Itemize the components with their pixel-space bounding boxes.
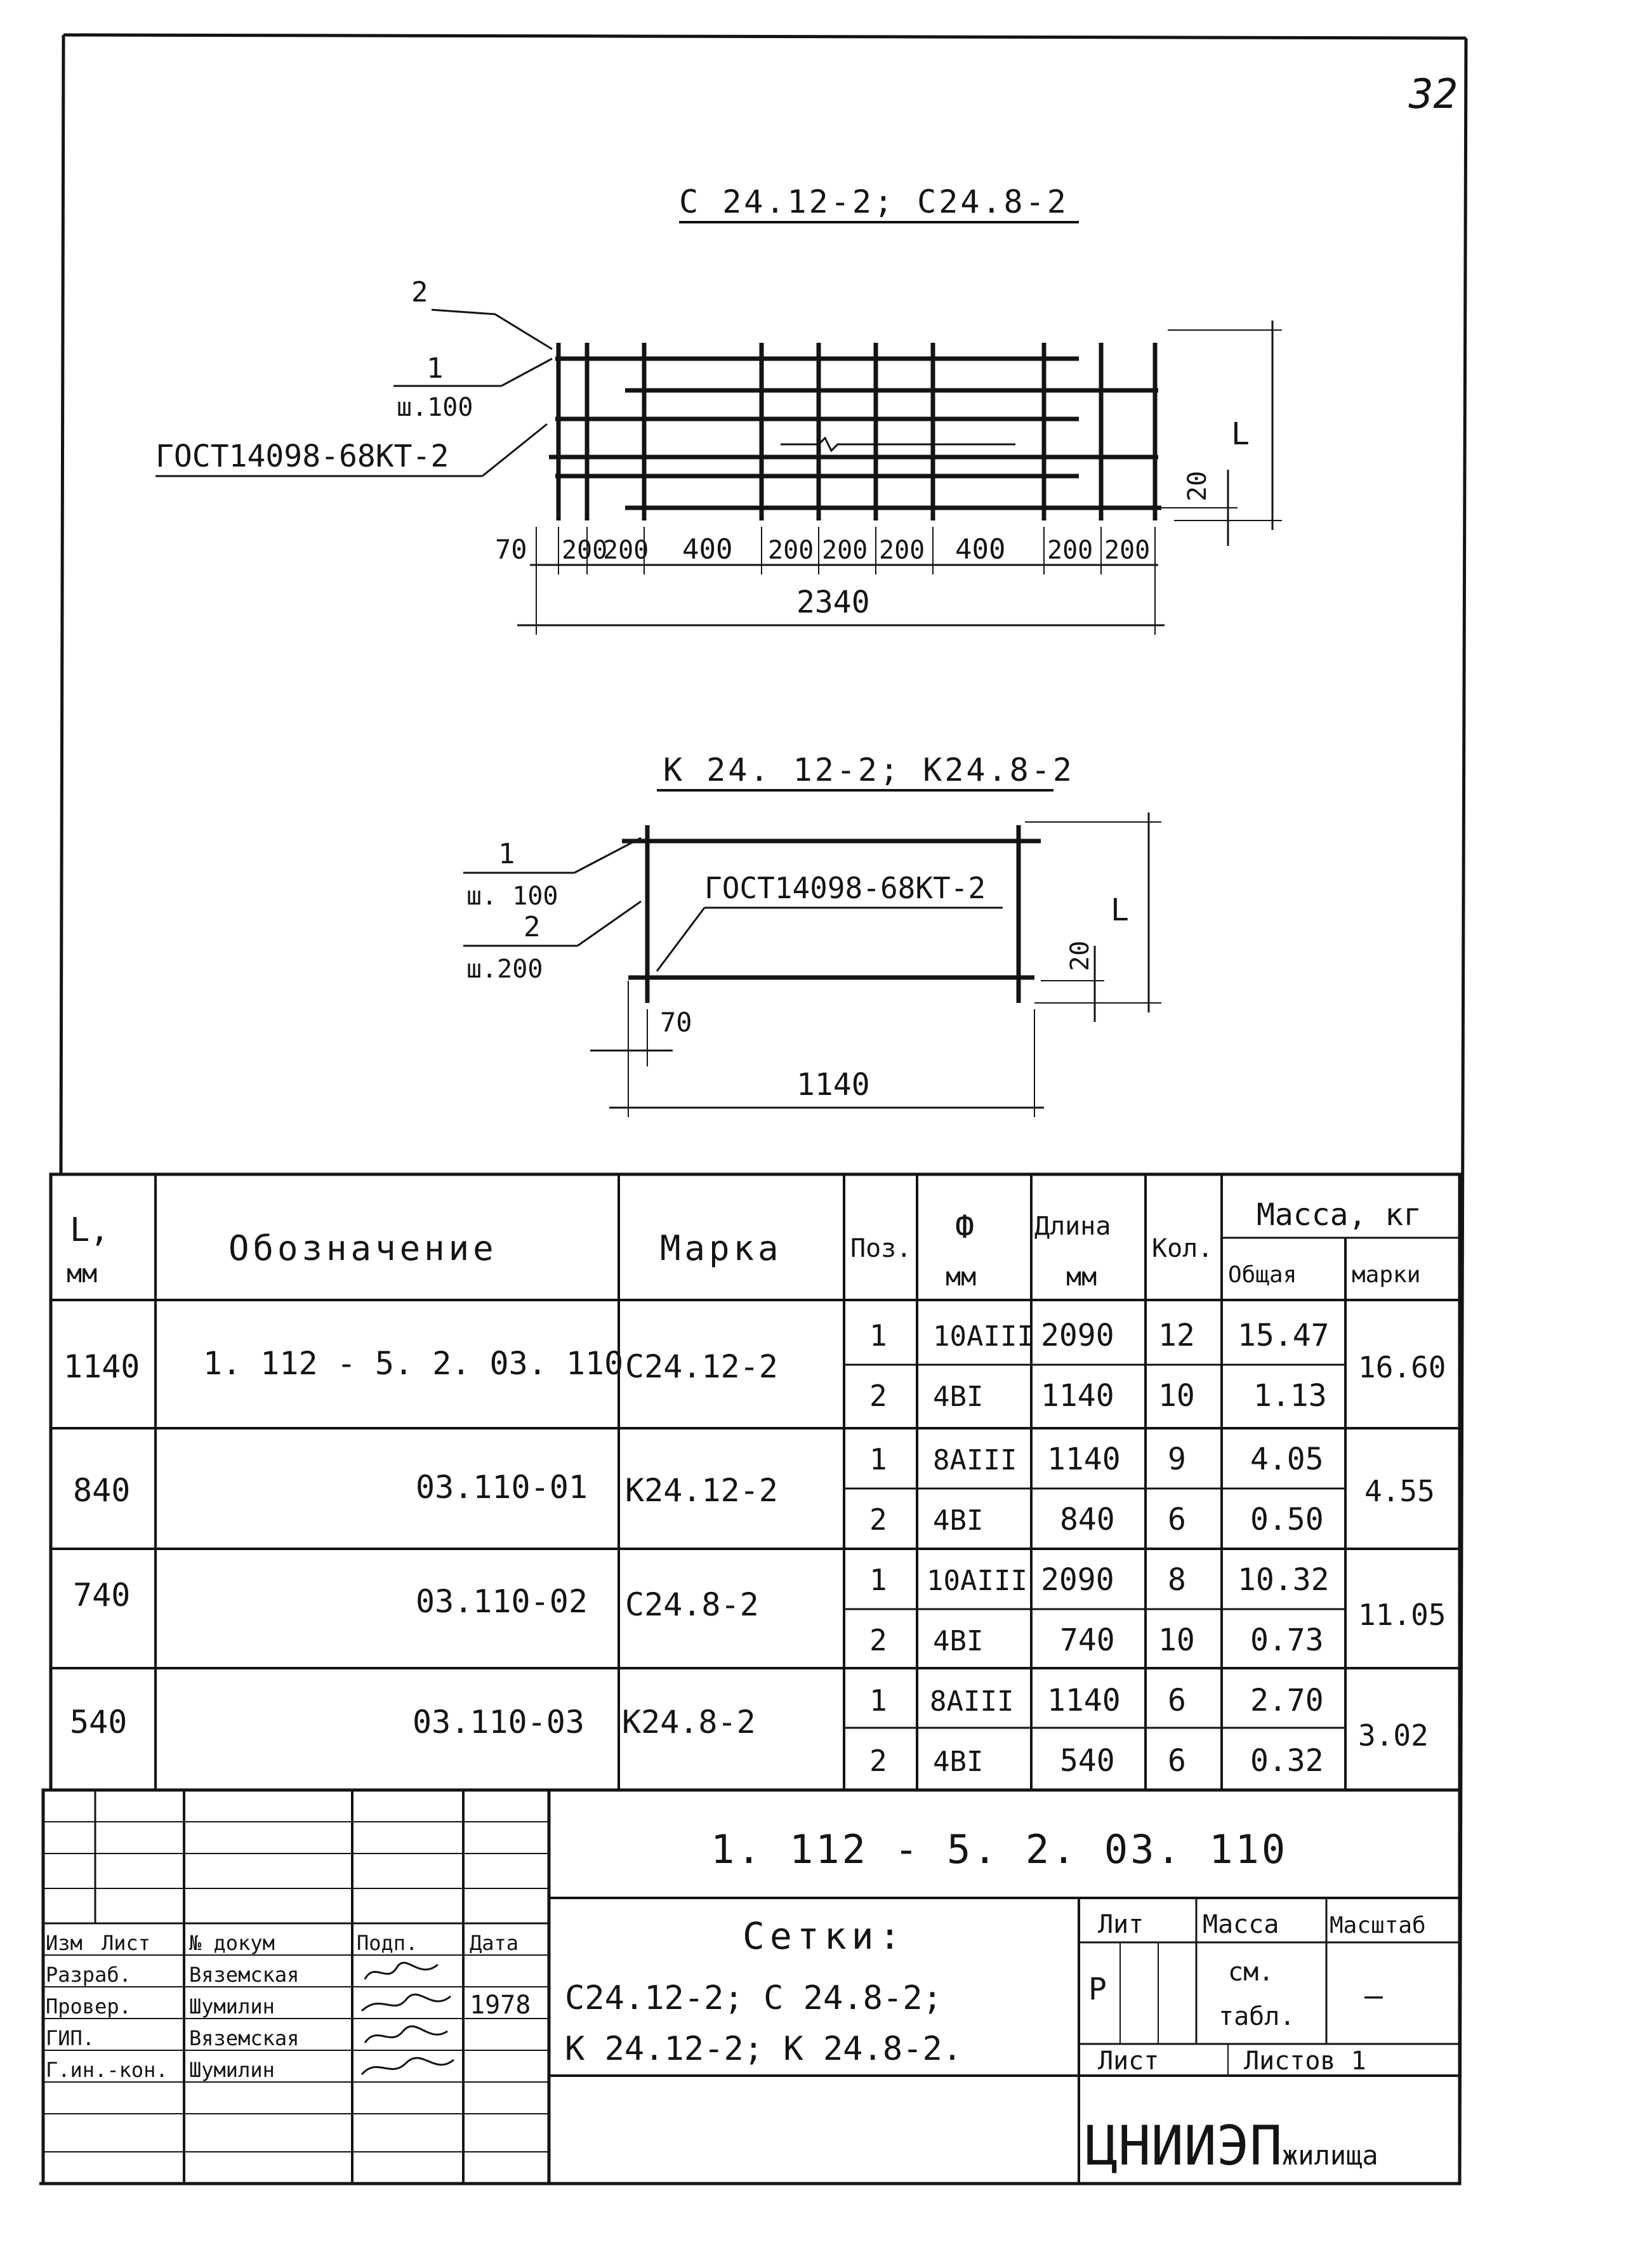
- header-mass-total: Общая: [1228, 1262, 1297, 1288]
- drawing2-dim-20: 20: [1066, 940, 1095, 971]
- row1-dia1: 10АIII: [933, 1320, 1034, 1353]
- drawing1-leader-1: [501, 359, 552, 386]
- drawing1-break-line: [781, 438, 1015, 451]
- col-header-list: Лист: [102, 1931, 151, 1955]
- row4-mass2: 0.32: [1250, 1743, 1324, 1779]
- col-header-sign: Подп.: [357, 1931, 418, 1955]
- row1-pos1: 1: [869, 1318, 887, 1353]
- date-1: 1978: [470, 1991, 531, 2020]
- row2-pos2: 2: [869, 1502, 887, 1537]
- personnel-row: [46, 1963, 438, 1987]
- drawing2-leader-gost: [657, 908, 704, 971]
- drawing1-spacing-2: 200: [603, 536, 649, 565]
- drawing1-spacing-6: 200: [879, 536, 925, 565]
- drawing1-title: С 24.12-2; С24.8-2: [679, 183, 1069, 220]
- signature-3: [362, 2058, 454, 2074]
- name-3: Шумилин: [189, 2058, 275, 2082]
- row3-length2: 740: [1060, 1622, 1115, 1658]
- row1-qty1: 12: [1158, 1318, 1195, 1353]
- personnel-row: [46, 2058, 454, 2082]
- row2-qty1: 9: [1168, 1442, 1186, 1477]
- name-1: Шумилин: [189, 1994, 275, 2019]
- table-row: [70, 1683, 1429, 1779]
- row4-designation: 03.110-03: [413, 1704, 584, 1741]
- drawing2-title: К 24. 12-2; К24.8-2: [663, 752, 1074, 788]
- scale-value: —: [1364, 1978, 1383, 2013]
- doc-code: 1. 112 - 5. 2. 03. 110: [711, 1826, 1288, 1873]
- doc-name-line2: К 24.12-2; К 24.8-2.: [565, 2030, 963, 2068]
- org-main: ЦНИИЭП: [1085, 2114, 1283, 2178]
- header-L-unit: мм: [67, 1259, 98, 1289]
- drawing1-dim-20: 20: [1183, 470, 1212, 501]
- drawing2-bars: [622, 825, 1041, 1003]
- drawing1-spacing-9: 200: [1104, 536, 1151, 565]
- row1-mass2: 1.13: [1253, 1378, 1327, 1414]
- header-mass: Масса, кг: [1257, 1197, 1422, 1233]
- row4-length2: 540: [1060, 1743, 1115, 1779]
- row4-pos1: 1: [869, 1683, 887, 1718]
- drawing2-dim-L: L: [1111, 892, 1129, 928]
- row3-length1: 2090: [1041, 1562, 1114, 1598]
- row3-L: 740: [73, 1577, 131, 1614]
- sheets-label: Листов 1: [1244, 2046, 1366, 2076]
- drawing1-callout-pitch: ш.100: [397, 393, 473, 422]
- row2-qty2: 6: [1168, 1502, 1186, 1537]
- row2-designation: 03.110-01: [416, 1469, 588, 1506]
- signature-1: [362, 1994, 451, 2011]
- role-1: Провер.: [46, 1994, 131, 2019]
- row4-qty2: 6: [1168, 1743, 1186, 1779]
- lit-value: Р: [1088, 1972, 1107, 2007]
- name-0: Вяземская: [189, 1963, 300, 1987]
- drawing1-spacing-7: 400: [955, 533, 1006, 566]
- row1-length2: 1140: [1041, 1378, 1114, 1414]
- header-length: Длина: [1034, 1212, 1111, 1241]
- drawing2-callout-2: 2: [524, 911, 541, 943]
- row2-dia2: 4ВI: [933, 1504, 984, 1537]
- row3-pos2: 2: [869, 1623, 887, 1657]
- drawing1-spacing-8: 200: [1047, 536, 1093, 565]
- drawing1-spacing-4: 200: [768, 536, 814, 565]
- row4-mass-mark: 3.02: [1358, 1718, 1429, 1753]
- drawing1-callout-gost: ГОСТ14098-68КТ-2: [155, 439, 449, 474]
- personnel-header: [46, 1931, 518, 1955]
- drawing1-horizontal-bars: [549, 359, 1161, 508]
- header-dia-unit: мм: [946, 1263, 977, 1292]
- drawing-1: [155, 183, 1282, 635]
- drawing2-leader-2: [578, 901, 641, 946]
- drawing2-callout-1: 1: [498, 838, 515, 870]
- mass-value-1: см.: [1228, 1958, 1274, 1987]
- row4-mark: К24.8-2: [622, 1704, 756, 1741]
- row1-mass1: 15.47: [1238, 1318, 1330, 1353]
- row2-length1: 1140: [1047, 1442, 1121, 1477]
- row4-qty1: 6: [1168, 1683, 1186, 1718]
- row3-mark: С24.8-2: [625, 1586, 759, 1623]
- drawing1-spacing-1: 200: [562, 536, 608, 565]
- row4-length1: 1140: [1047, 1683, 1121, 1718]
- row1-L: 1140: [63, 1348, 140, 1385]
- row1-dia2: 4ВI: [933, 1381, 984, 1413]
- role-2: ГИП.: [46, 2026, 95, 2050]
- sheet-label: Лист: [1098, 2046, 1159, 2076]
- drawing1-callout-1: 1: [426, 352, 444, 385]
- spec-table: [51, 1174, 1460, 1790]
- drawing1-spacing-5: 200: [822, 536, 868, 565]
- row1-pos2: 2: [869, 1379, 887, 1413]
- drawing1-callout-2: 2: [411, 276, 428, 308]
- drawing2-callout-gost: ГОСТ14098-68КТ-2: [704, 871, 986, 905]
- row3-mass1: 10.32: [1238, 1562, 1330, 1598]
- row2-mass2: 0.50: [1250, 1502, 1324, 1537]
- signature-0: [365, 1963, 438, 1979]
- row2-mark: К24.12-2: [625, 1472, 778, 1509]
- header-L: L,: [70, 1211, 110, 1249]
- personnel-row: [46, 1991, 531, 2020]
- row1-mass-mark: 16.60: [1358, 1350, 1446, 1384]
- header-mark: Марка: [660, 1228, 782, 1268]
- drawing2-leader-1: [574, 838, 641, 873]
- header-designation: Обозначение: [228, 1228, 498, 1268]
- header-dia: Ф: [955, 1209, 975, 1245]
- drawing2-dim-70: 70: [660, 1007, 692, 1038]
- row4-dia2: 4ВI: [933, 1746, 984, 1778]
- doc-name-title: Сетки:: [743, 1914, 906, 1958]
- header-qty: Кол.: [1152, 1234, 1213, 1263]
- header-mass-mark: марки: [1352, 1262, 1421, 1288]
- role-0: Разраб.: [46, 1963, 131, 1987]
- drawing1-total: 2340: [796, 585, 870, 620]
- row4-mass1: 2.70: [1250, 1683, 1324, 1718]
- signature-2: [365, 2026, 447, 2043]
- scale-label: Масштаб: [1330, 1913, 1426, 1939]
- frame-top: [63, 35, 1466, 38]
- personnel-row: [46, 2026, 447, 2050]
- title-block: [43, 1790, 1460, 2184]
- page-number: 32: [1409, 71, 1458, 118]
- row3-dia1: 10АIII: [927, 1565, 1027, 1597]
- row2-mass1: 4.05: [1250, 1442, 1324, 1477]
- row3-mass-mark: 11.05: [1358, 1598, 1446, 1632]
- row4-dia1: 8АIII: [930, 1685, 1014, 1718]
- row3-dia2: 4ВI: [933, 1625, 984, 1657]
- row2-dia1: 8АIII: [933, 1444, 1017, 1476]
- drawing1-vertical-bars: [558, 343, 1155, 521]
- row1-mark: С24.12-2: [625, 1348, 778, 1385]
- row3-qty2: 10: [1158, 1622, 1195, 1658]
- row3-mass2: 0.73: [1250, 1622, 1324, 1658]
- row1-length1: 2090: [1041, 1318, 1114, 1353]
- drawing1-dim-L: L: [1231, 416, 1250, 452]
- drawing2-callout-pitch2: ш.200: [466, 955, 543, 984]
- row2-length2: 840: [1060, 1502, 1115, 1537]
- header-length-unit: мм: [1066, 1263, 1097, 1292]
- row2-pos1: 1: [869, 1442, 887, 1476]
- header-pos: Поз.: [850, 1234, 912, 1263]
- col-header-izm: Изм: [46, 1931, 83, 1955]
- lit-label: Лит: [1098, 1910, 1144, 1939]
- drawing1-leader-gost: [482, 424, 547, 476]
- drawing-2: [463, 752, 1161, 1117]
- drawing2-callout-pitch1: ш. 100: [466, 882, 558, 911]
- mass-label: Масса: [1203, 1910, 1279, 1939]
- row3-designation: 03.110-02: [416, 1583, 588, 1620]
- mass-value-2: табл.: [1218, 2002, 1295, 2031]
- doc-name-line1: С24.12-2; С 24.8-2;: [565, 1979, 942, 2017]
- drawing1-leader-2: [432, 310, 552, 349]
- org-suffix: жилища: [1282, 2140, 1378, 2171]
- row4-L: 540: [70, 1704, 128, 1741]
- drawing1-spacing-0: 70: [495, 534, 527, 565]
- row4-pos2: 2: [869, 1744, 887, 1778]
- row1-qty2: 10: [1158, 1378, 1195, 1414]
- name-2: Вяземская: [189, 2026, 300, 2050]
- role-3: Г.ин.-кон.: [46, 2058, 168, 2082]
- frame-left: [61, 35, 63, 1174]
- row2-L: 840: [73, 1472, 131, 1509]
- col-header-docnum: № докум: [189, 1931, 275, 1955]
- row2-mass-mark: 4.55: [1364, 1474, 1435, 1508]
- drawing2-total: 1140: [796, 1067, 870, 1103]
- drawing1-spacing-3: 400: [682, 533, 733, 566]
- col-header-date: Дата: [470, 1931, 519, 1955]
- row3-pos1: 1: [869, 1563, 887, 1597]
- row3-qty1: 8: [1168, 1562, 1186, 1598]
- row1-designation: 1. 112 - 5. 2. 03. 110: [203, 1345, 624, 1382]
